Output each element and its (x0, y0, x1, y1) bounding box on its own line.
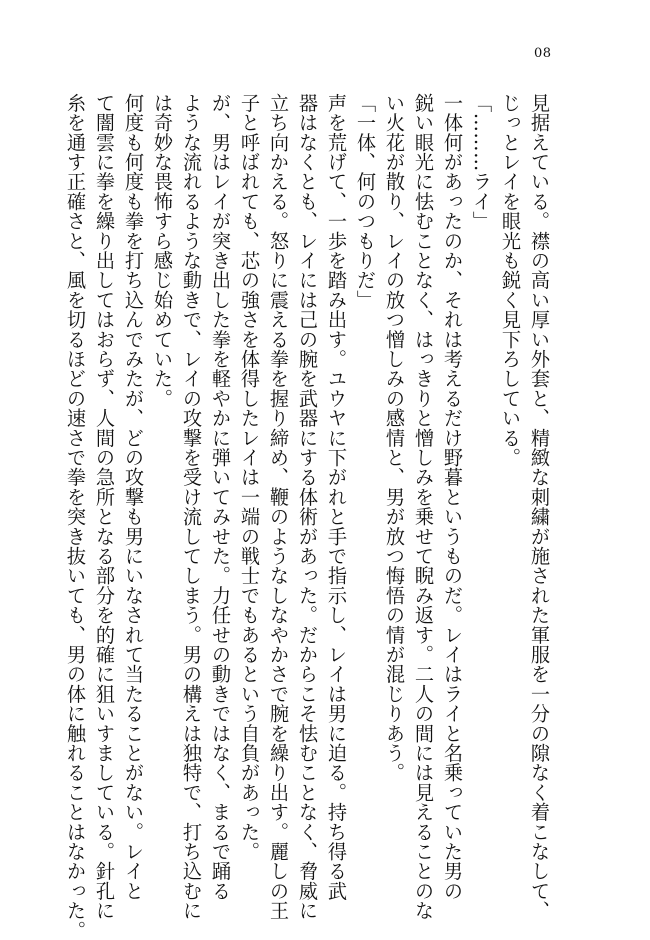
text-line: 子と呼ばれても、芯の強さを体得したレイは一端の戦士でもあるという自負があった。 (238, 93, 261, 862)
text-line: て闇雲に拳を繰り出してはおらず、人間の急所となる部分を的確に狙いすましている。針孔に (93, 93, 116, 921)
text-line: 「………ライ」 (470, 93, 493, 231)
text-line: 見据えている。襟の高い厚い外套と、精緻な刺繍が施された軍服を一分の隙なく着こなして、 (528, 93, 551, 921)
text-line: 糸を通す正確さと、風を切るほどの速さで拳を突き抜いても、男の体に触れることはなかった。 (64, 93, 87, 940)
text-line: 器はなくとも、レイには己の腕を武器にする体術があった。だからこそ怯むことなく、脅威に (296, 93, 319, 921)
text-line: い火花が散り、レイの放つ憎しみの感情と、男が放つ悔悟の情が混じりあう。 (383, 93, 406, 783)
text-line: 一体何があったのか、それは考えるだけ野暮というものだ。レイはライと名乗っていた男の (441, 93, 464, 901)
text-line: 「一体、何のつもりだ」 (354, 93, 377, 310)
text-line: 声を荒げて、一歩を踏み出す。ユウヤに下がれと手で指示し、レイは男に迫る。持ち得る武 (325, 93, 348, 901)
text-line: じっとレイを眼光も鋭く見下ろしている。 (499, 93, 522, 468)
novel-text-body (64, 93, 554, 940)
text-line: は奇妙な畏怖すら感じ始めていた。 (151, 93, 174, 409)
text-line: が、男はレイが突き出した拳を軽やかに弾いてみせた。力任せの動きではなく、まるで踊る (209, 93, 232, 901)
text-line: 何度も何度も拳を打ち込んでみたが、どの攻撃も男にいなされて当たることがない。レイと (122, 93, 145, 901)
text-line: 立ち向かえる。怒りに震える拳を握り締め、鞭のようなしなやかさで腕を繰り出す。麗しの王 (267, 93, 290, 921)
text-line: ような流れるような動きで、レイの攻撃を受け流してしまう。男の構えは独特で、打ち込むに (180, 93, 203, 921)
page-number: 08 (534, 46, 552, 61)
text-line: 鋭い眼光に怯むことなく、はっきりと憎しみを乗せて睨み返す。二人の間には見えることのな (412, 93, 435, 921)
